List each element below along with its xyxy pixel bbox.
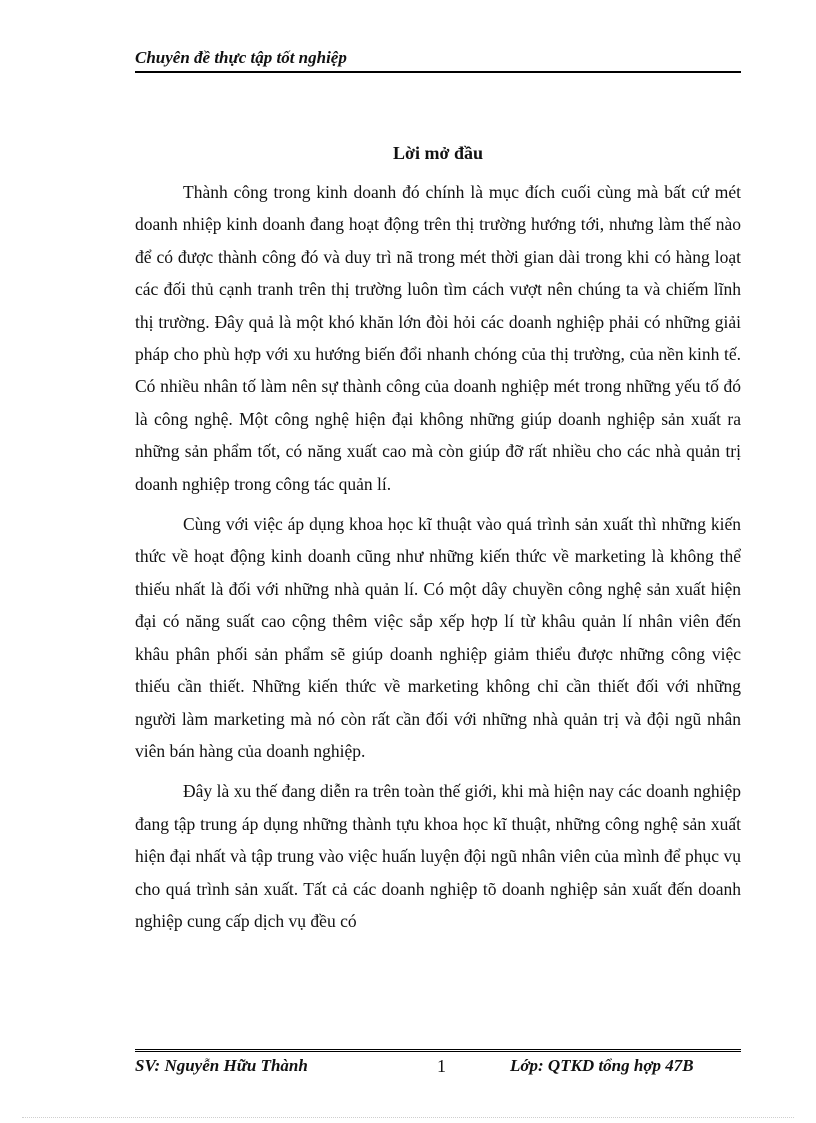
page-number: 1 — [437, 1056, 446, 1076]
document-body — [135, 176, 741, 945]
document-heading: Lời mở đầu — [393, 143, 483, 163]
page-header — [135, 47, 741, 73]
footer-student: SV: Nguyễn Hữu Thành — [135, 1056, 308, 1075]
paragraph-1: Thành công trong kinh doanh đó chính là mục đích cuối cùng mà bất cứ mét doanh nhiệp kinh doanh đang hoạt động trên thị trường hướng tới, nhưng làm thế nào để có được thành công đó và duy trì nã trong mét thời gian dài trong khi có hàng loạt các đối thủ cạnh tranh trên thị trường luôn tìm cách vượt nên chúng ta và chiếm lĩnh thị trường. Đây quả là một khó khăn lớn đòi hỏi các doanh nghiệp phải có những giải pháp cho phù hợp với xu hướng biến đổi nhanh chóng của thị trường, của nền kinh tế. Có nhiều nhân tố làm nên sự thành công của doanh nghiệp mét trong những yếu tố đó là công nghệ. Một công nghệ hiện đại không những giúp doanh nghiệp sản xuất ra những sản phẩm tốt, có năng xuất cao mà còn giúp đỡ rất nhiều cho các nhà quản trị doanh nghiệp trong công tác quản lí. — [135, 182, 741, 494]
paragraph-2: Cùng với việc áp dụng khoa học kĩ thuật vào quá trình sản xuất thì những kiến thức về hoạt động kinh doanh cũng như những kiến thức về marketing là không thể thiếu nhất là đối với những nhà quản lí. Có một dây chuyền công nghệ sản xuất hiện đại có năng suất cao cộng thêm việc sắp xếp hợp lí từ khâu quản lí nhân viên đến khâu phân phối sản phẩm sẽ giúp doanh nghiệp giảm thiểu được những công việc thiếu cần thiết. Những kiến thức về marketing không chỉ cần thiết đối với những người làm marketing mà nó còn rất cần đối với những nhà quản trị và đội ngũ nhân viên bán hàng của doanh nghiệp. — [135, 514, 741, 761]
footer-class: Lớp: QTKD tổng hợp 47B — [510, 1056, 694, 1075]
page-bottom-divider — [22, 1117, 794, 1118]
paragraph-3: Đây là xu thế đang diễn ra trên toàn thế giới, khi mà hiện nay các doanh nghiệp đang tập trung áp dụng những thành tựu khoa học kĩ thuật, những công nghệ sản xuất hiện đại nhất và tập trung vào việc huấn luyện đội ngũ nhân viên của mình để phục vụ cho quá trình sản xuất. Tất cả các doanh nghiệp tõ doanh nghiệp sản xuất đến doanh nghiệp cung cấp dịch vụ đều có — [135, 781, 741, 931]
header-title: Chuyên đề thực tập tốt nghiệp — [135, 48, 347, 67]
page-footer — [135, 1049, 741, 1081]
